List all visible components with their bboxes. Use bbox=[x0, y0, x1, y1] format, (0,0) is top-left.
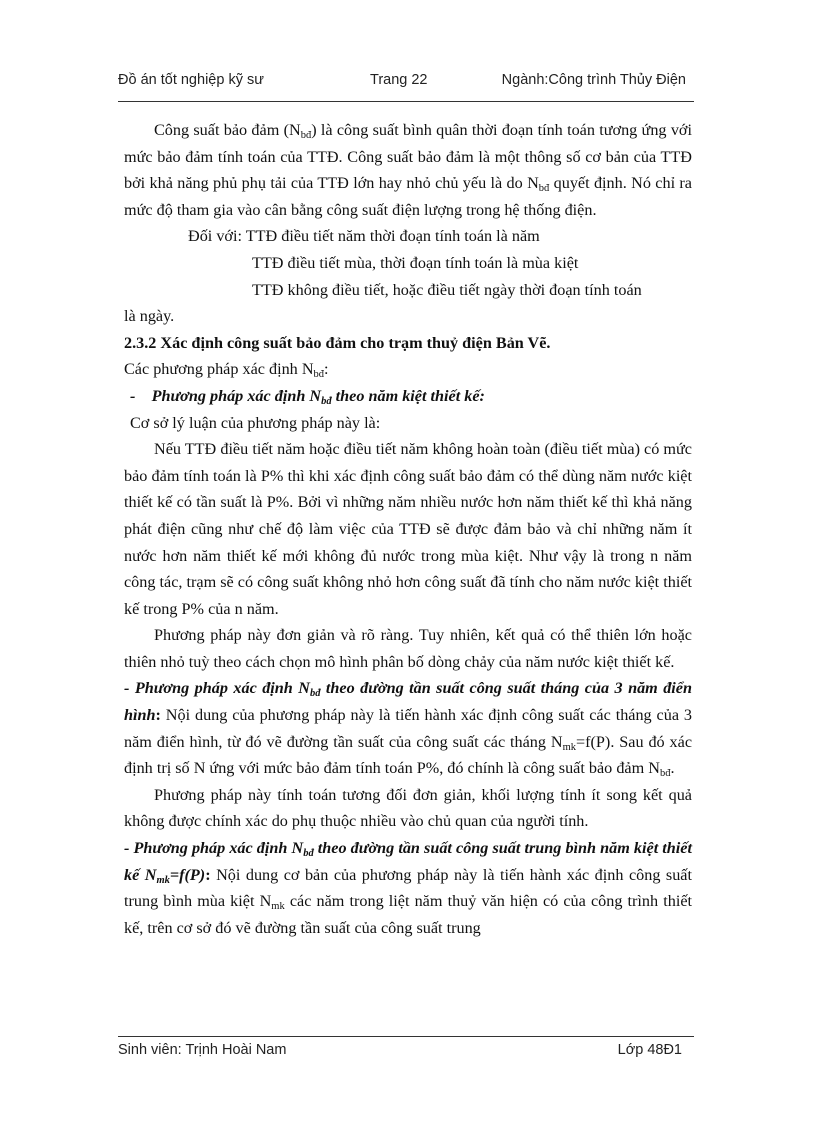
header-divider bbox=[118, 101, 694, 102]
case-list-row-4: là ngày. bbox=[124, 307, 175, 326]
document-body bbox=[124, 117, 692, 941]
paragraph-method-1-remark: Phương pháp này đơn giản và rõ ràng. Tuy nhiên, kết quả có thể thiên lớn hoặc thiên nhỏ tuỳ theo cách chọn mô hình phân bố dòng chảy của năm nước kiệt thiết kế. bbox=[124, 626, 692, 671]
case-list-row-1: Đối với: TTĐ điều tiết năm thời đoạn tính toán là năm bbox=[188, 227, 540, 246]
case-list-row-2: TTĐ điều tiết mùa, thời đoạn tính toán là mùa kiệt bbox=[252, 253, 579, 272]
paragraph-method-2: - Phương pháp xác định $N_{bđ}$ theo đường tần suất công suất tháng của 3 năm điển hình: Nội dung của phương pháp này là tiến hành xác định công suất các tháng của 3 năm điển hình, từ đó vẽ đường tần suất của công suất các tháng $N_{mk}=f(P)$. Sau đó xác định trị số N ứng với mức bảo đảm tính toán P%, đó chính là công suất bảo đảm $N_{bđ}$. bbox=[124, 679, 692, 780]
section-heading: 2.3.2 Xác định công suất bảo đảm cho trạm thuỷ điện Bản Vẽ. bbox=[124, 333, 551, 352]
footer-student: Sinh viên: Trịnh Hoài Nam bbox=[118, 1042, 287, 1058]
paragraph-method-1-explanation: Nếu TTĐ điều tiết năm hoặc điều tiết năm không hoàn toàn (điều tiết mùa) có mức bảo đảm tính toán là P% thì khi xác định công suất bảo đảm có thể dùng năm nước kiệt thiết kế có tần suất là P%. Bởi vì những năm nhiều nước hơn năm thiết kế thì khả năng phát điện cũng như chế độ làm việc của TTĐ sẽ được đảm bảo và chỉ những năm ít nước hơn năm thiết kế mới không đủ nước trong mùa kiệt. Như vậy là trong n năm công tác, trạm sẽ có công suất không nhỏ hơn công suất đã tính cho năm nước kiệt thiết kế trong P% của n năm. bbox=[124, 440, 692, 618]
paragraph-guaranteed-power: Công suất bảo đảm $(N_{bđ})$ là công suất bình quân thời đoạn tính toán tương ứng với mức bảo đảm tính toán của TTĐ. Công suất bảo đảm là một thông số cơ bản của TTĐ bởi khả năng phủ phụ tải của TTĐ lớn hay nhỏ chủ yếu là do $N_{bđ}$ quyết định. Nó chỉ ra mức độ tham gia vào cân bằng công suất điện lượng trong hệ thống điện. bbox=[124, 121, 692, 219]
footer-divider bbox=[118, 1036, 694, 1037]
header-page-number: Trang 22 bbox=[370, 72, 428, 88]
paragraph-method-2-remark: Phương pháp này tính toán tương đối đơn giản, khối lượng tính ít song kết quả không được chính xác do phụ thuộc nhiều vào chủ quan của người tính. bbox=[124, 785, 692, 831]
page-header bbox=[118, 72, 694, 96]
paragraph-method-3: - Phương pháp xác định $N_{bđ}$ theo đường tần suất công suất trung bình năm kiệt thiết kế $N_{mk}=f(P)$: Nội dung cơ bản của phương pháp này là tiến hành xác định công suất trung bình mùa kiệt $N_{mk}$ các năm trong liệt năm thuỷ văn hiện có của công trình thiết kế, trên cơ sở đó vẽ đường tần suất của công suất trung bbox=[124, 839, 693, 937]
header-document-title: Đồ án tốt nghiệp kỹ sư bbox=[118, 72, 264, 88]
footer-class: Lớp 48Đ1 bbox=[617, 1042, 682, 1058]
case-list-row-3: TTĐ không điều tiết, hoặc điều tiết ngày thời đoạn tính toán bbox=[252, 280, 642, 299]
method-1-title: - Phương pháp xác định $N_{bđ}$ theo năm kiệt thiết kế: bbox=[130, 386, 485, 407]
page-footer bbox=[118, 1042, 694, 1064]
header-department: Ngành:Công trình Thủy Điện bbox=[501, 72, 686, 88]
methods-intro: Các phương pháp xác định $N_{bđ}$: bbox=[124, 360, 329, 381]
method-1-basis: Cơ sở lý luận của phương pháp này là: bbox=[130, 413, 381, 432]
